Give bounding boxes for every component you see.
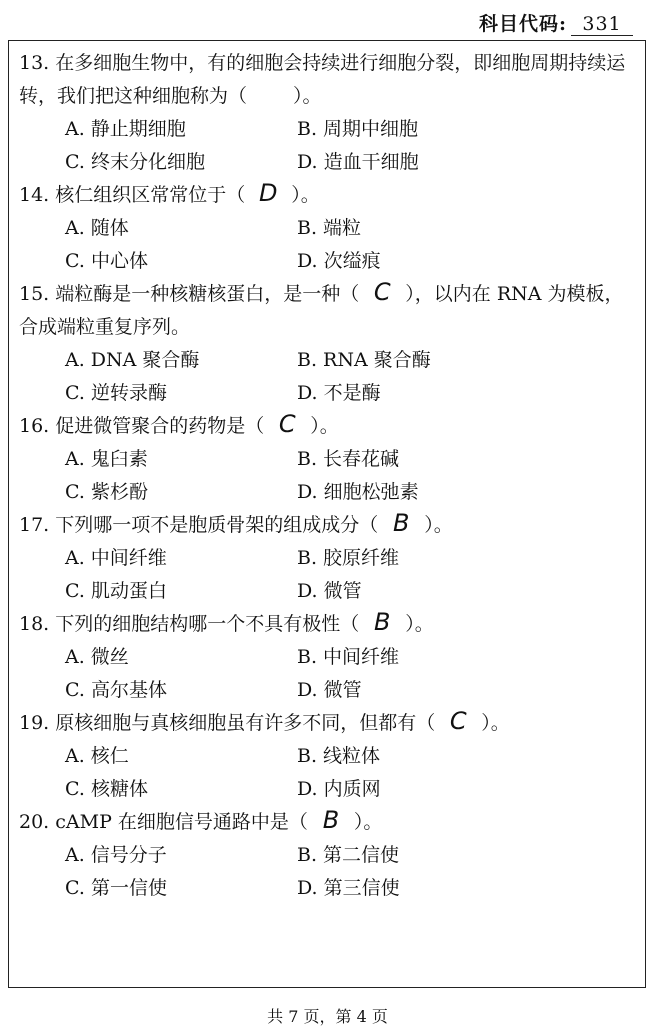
question-item [9, 278, 645, 410]
question-text: 促进微管聚合的药物是（ [55, 415, 265, 437]
option-d: D. 微管 [297, 580, 362, 602]
question-text: 端粒酶是一种核糖核蛋白，是一种（ [55, 283, 360, 305]
option-b: B. 端粒 [297, 217, 362, 239]
question-stem [9, 707, 645, 740]
subject-code-label: 科目代码: [478, 13, 567, 35]
option-d: D. 不是酶 [297, 382, 381, 404]
option-b: B. 长春花碱 [297, 448, 400, 470]
question-stem [9, 278, 645, 344]
option-b: B. 周期中细胞 [297, 118, 419, 140]
handwritten-answer: C [278, 410, 296, 438]
question-text-end: ）。 [310, 415, 339, 437]
handwritten-answer: B [393, 509, 410, 537]
question-number: 13. [19, 52, 50, 74]
option-b: B. 第二信使 [297, 844, 400, 866]
option-d: D. 细胞松弛素 [297, 481, 419, 503]
option-c: C. 逆转录酶 [65, 382, 167, 404]
option-b: B. 胶原纤维 [297, 547, 400, 569]
handwritten-answer: B [374, 608, 391, 636]
question-item [9, 179, 645, 278]
option-b: B. 中间纤维 [297, 646, 400, 668]
option-grid [9, 344, 645, 410]
question-number: 17. [19, 514, 50, 536]
question-stem [9, 806, 645, 839]
page-footer: 共 7 页，第 4 页 [267, 1007, 388, 1026]
option-c: C. 高尔基体 [65, 679, 167, 701]
option-a: A. 随体 [65, 217, 129, 239]
subject-code-value: 331 [571, 13, 633, 36]
option-grid [9, 542, 645, 608]
question-text-end: ），以内在 RNA 为模板，合成端粒重复序列。 [19, 283, 624, 338]
question-number: 18. [19, 613, 50, 635]
option-c: C. 中心体 [65, 250, 148, 272]
option-c: C. 肌动蛋白 [65, 580, 167, 602]
question-stem [9, 509, 645, 542]
question-stem [9, 410, 645, 443]
option-a: A. 核仁 [65, 745, 129, 767]
question-number: 16. [19, 415, 50, 437]
question-stem [9, 47, 645, 113]
question-text: 原核细胞与真核细胞虽有许多不同，但都有（ [55, 712, 436, 734]
option-grid [9, 443, 645, 509]
question-list [9, 47, 645, 905]
option-c: C. 紫杉酚 [65, 481, 148, 503]
question-stem [9, 179, 645, 212]
option-c: C. 第一信使 [65, 877, 167, 899]
option-a: A. 微丝 [65, 646, 129, 668]
option-a: A. 信号分子 [65, 844, 167, 866]
question-text-end: ）。 [291, 184, 320, 206]
option-grid [9, 839, 645, 905]
handwritten-answer: B [322, 806, 340, 834]
question-text-end: ）。 [293, 85, 322, 107]
option-grid [9, 113, 645, 179]
question-text: 下列的细胞结构哪一个不具有极性（ [55, 613, 360, 635]
question-item [9, 47, 645, 179]
subject-code-header [479, 8, 633, 36]
option-b: B. 线粒体 [297, 745, 381, 767]
option-d: D. 内质网 [297, 778, 381, 800]
option-a: A. DNA 聚合酶 [65, 349, 200, 371]
handwritten-answer: C [373, 278, 391, 306]
question-number: 19. [19, 712, 50, 734]
option-grid [9, 641, 645, 707]
option-d: D. 次缢痕 [297, 250, 381, 272]
question-item [9, 707, 645, 806]
option-d: D. 造血干细胞 [297, 151, 419, 173]
option-a: A. 鬼臼素 [65, 448, 148, 470]
option-d: D. 第三信使 [297, 877, 400, 899]
option-grid [9, 740, 645, 806]
option-c: C. 终末分化细胞 [65, 151, 205, 173]
question-item [9, 806, 645, 905]
option-a: A. 中间纤维 [65, 547, 167, 569]
question-item [9, 410, 645, 509]
question-text: 在多细胞生物中，有的细胞会持续进行细胞分裂，即细胞周期持续运转，我们把这种细胞称为（ [19, 52, 626, 107]
question-number: 14. [19, 184, 50, 206]
question-text: 核仁组织区常常位于（ [55, 184, 246, 206]
question-text: cAMP 在细胞信号通路中是（ [55, 811, 308, 833]
question-stem [9, 608, 645, 641]
question-text-end: ）。 [481, 712, 510, 734]
question-text: 下列哪一项不是胞质骨架的组成成分（ [55, 514, 379, 536]
question-number: 15. [19, 283, 50, 305]
question-text-end: ）。 [353, 811, 383, 833]
question-item [9, 509, 645, 608]
option-grid [9, 212, 645, 278]
option-a: A. 静止期细胞 [65, 118, 186, 140]
handwritten-answer: D [259, 179, 278, 207]
question-frame [8, 40, 646, 988]
question-item [9, 608, 645, 707]
handwritten-answer: C [449, 707, 467, 735]
option-b: B. RNA 聚合酶 [297, 349, 431, 371]
question-number: 20. [19, 811, 50, 833]
question-text-end: ）。 [405, 613, 434, 635]
option-d: D. 微管 [297, 679, 362, 701]
option-c: C. 核糖体 [65, 778, 148, 800]
question-text-end: ）。 [424, 514, 453, 536]
